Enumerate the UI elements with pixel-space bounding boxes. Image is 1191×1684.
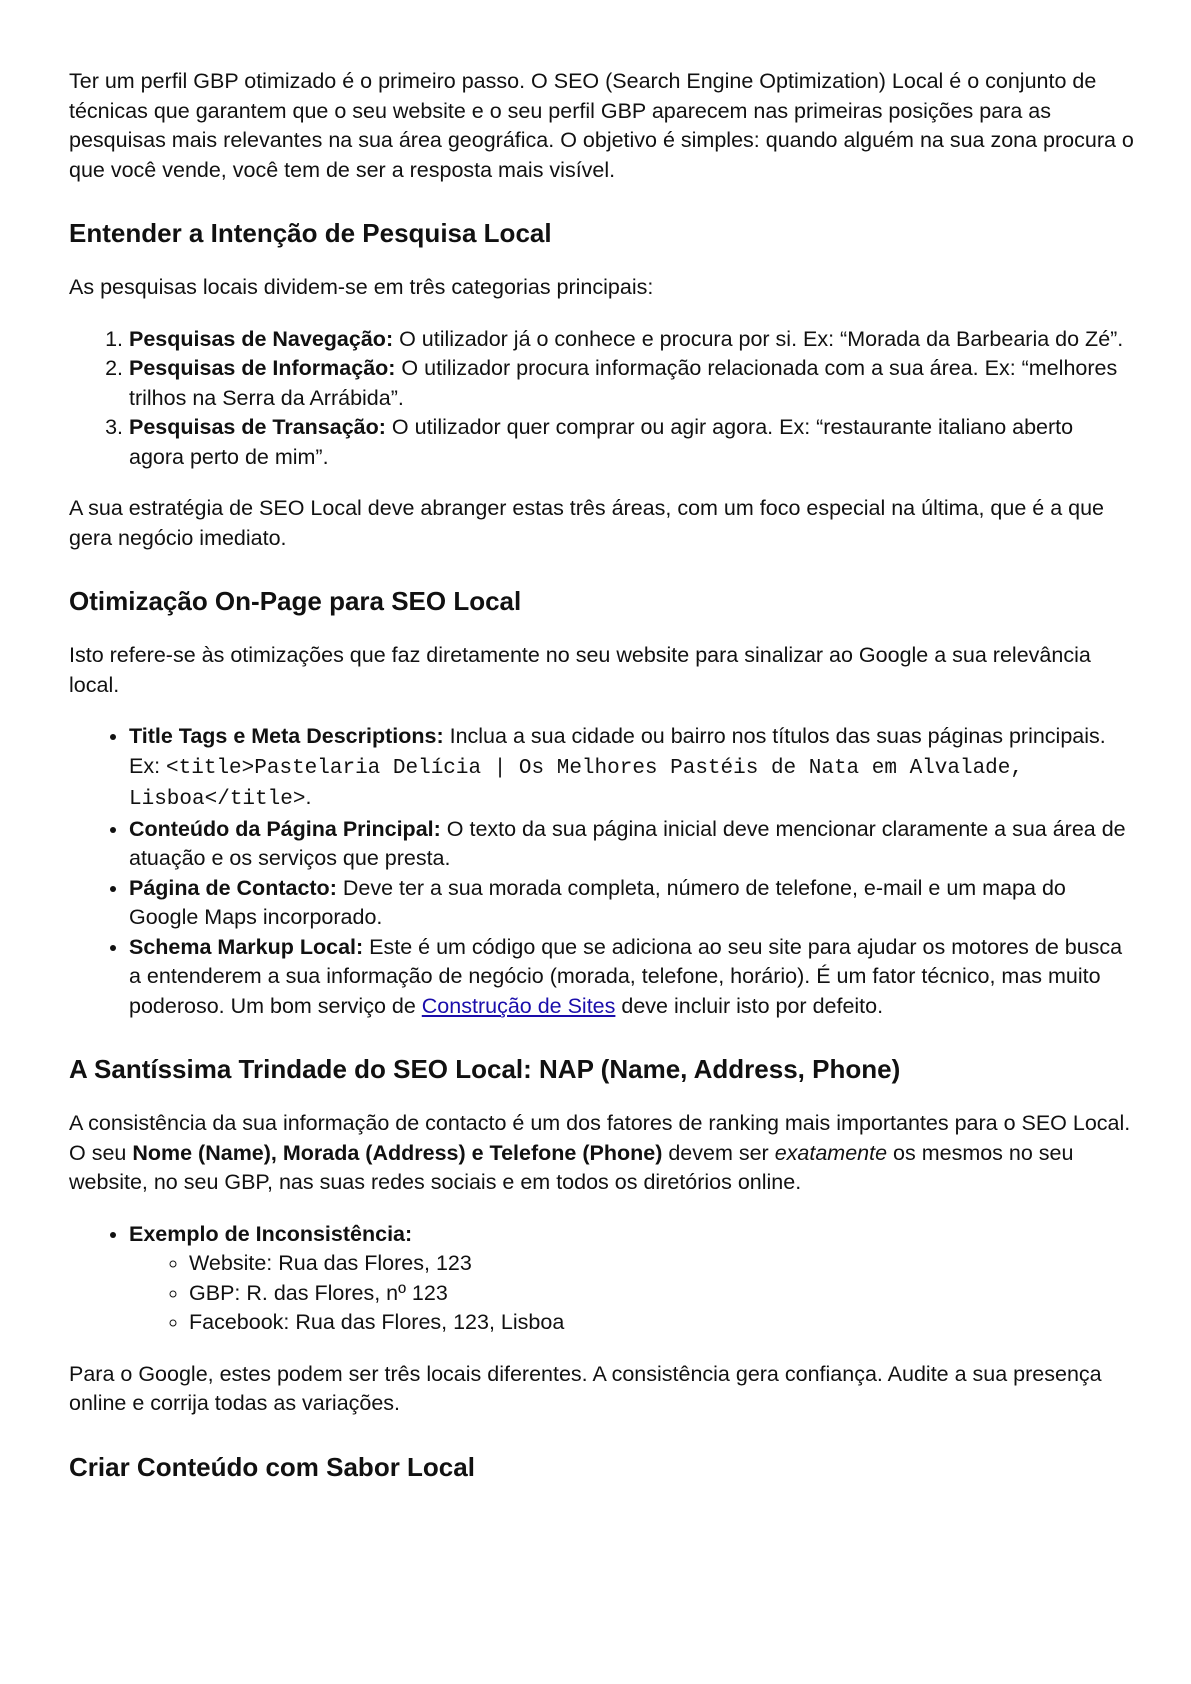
section-heading-search-intent: Entender a Intenção de Pesquisa Local bbox=[69, 218, 552, 248]
list-item bbox=[129, 815, 1134, 874]
item-text: Este é um código que se adiciona ao seu site para ajudar os motores de busca a entenderem a sua informação de negócio (morada, telefone, horário). É um fator técnico, mas muito poderoso. Um bom serviço de bbox=[129, 934, 1123, 1018]
nap-example-list bbox=[69, 1220, 1134, 1338]
section-heading-local-content: Criar Conteúdo com Sabor Local bbox=[69, 1451, 475, 1482]
item-term: Schema Markup Local: bbox=[129, 934, 364, 959]
item-text: Deve ter a sua morada completa, número de telefone, e-mail e um mapa do Google Maps incorporado. bbox=[129, 875, 1066, 929]
nap-text: os mesmos no seu website, no seu GBP, nas suas redes sociais e em todos os diretórios online. bbox=[69, 1140, 1074, 1194]
item-term: Pesquisas de Transação: bbox=[129, 415, 386, 439]
nap-closing: Para o Google, estes podem ser três locais diferentes. A consistência gera confiança. Audite a sua presença online e corrija todas as variações. bbox=[69, 1361, 1102, 1415]
list-item bbox=[129, 325, 1134, 355]
intro-paragraph: Ter um perfil GBP otimizado é o primeiro passo. O SEO (Search Engine Optimization) Local é o conjunto de técnicas que garantem que o seu website e o seu perfil GBP aparecem nas primeiras posições para as pesquisas mais relevantes na sua área geográfica. O objetivo é simples: quando alguém na sua zona procura o que você vende, você tem de ser a resposta mais visível. bbox=[69, 69, 1134, 182]
on-page-list bbox=[69, 722, 1134, 1021]
code-sample: <title>Pastelaria Delícia | Os Melhores Pastéis de Nata em Alvalade, Lisboa</title> bbox=[129, 756, 1023, 811]
item-text: O texto da sua página inicial deve mencionar claramente a sua área de atuação e os serviços que presta. bbox=[129, 816, 1126, 870]
sublist-item: ◦ GBP: R. das Flores, nº 123 bbox=[189, 1279, 1134, 1309]
item-term: Exemplo de Inconsistência: bbox=[129, 1221, 413, 1246]
document-body bbox=[69, 67, 1134, 1507]
search-intent-closing: A sua estratégia de SEO Local deve abranger estas três áreas, com um foco especial na última, que é a que gera negócio imediato. bbox=[69, 496, 1104, 550]
nap-text: A consistência da sua informação de contacto é um dos fatores de ranking mais importantes para o SEO Local. O seu bbox=[69, 1111, 1131, 1165]
search-intent-list bbox=[69, 325, 1134, 473]
item-text: O utilizador procura informação relacionada com a sua área. Ex: “melhores trilhos na Serra da Arrábida”. bbox=[129, 356, 1118, 410]
item-term: Pesquisas de Navegação: bbox=[129, 326, 394, 351]
item-term: Title Tags e Meta Descriptions: bbox=[129, 724, 444, 748]
construcao-de-sites-link[interactable]: Construção de Sites bbox=[421, 993, 616, 1018]
item-term: Pesquisas de Informação: bbox=[129, 356, 396, 380]
search-intent-lead: As pesquisas locais dividem-se em três categorias principais: bbox=[69, 275, 654, 299]
list-item bbox=[129, 933, 1134, 1022]
item-text: Inclua a sua cidade ou bairro nos títulos das suas páginas principais. Ex: bbox=[129, 724, 1106, 778]
list-item bbox=[129, 1220, 1134, 1338]
on-page-lead: Isto refere-se às otimizações que faz diretamente no seu website para sinalizar ao Google a sua relevância local. bbox=[69, 643, 1091, 697]
list-item bbox=[129, 722, 1134, 815]
item-text: O utilizador quer comprar ou agir agora. Ex: “restaurante italiano aberto agora perto de mim”. bbox=[129, 415, 1074, 469]
section-heading-nap: A Santíssima Trindade do SEO Local: NAP (Name, Address, Phone) bbox=[69, 1054, 901, 1084]
nap-paragraph bbox=[69, 1109, 1134, 1198]
sublist-item: ◦ Website: Rua das Flores, 123 bbox=[189, 1249, 1134, 1279]
section-heading-on-page: Otimização On-Page para SEO Local bbox=[69, 586, 522, 616]
nap-example-sublist bbox=[129, 1249, 1134, 1338]
item-end: . bbox=[305, 785, 312, 809]
nap-text: devem ser bbox=[662, 1140, 775, 1165]
item-term: Conteúdo da Página Principal: bbox=[129, 816, 441, 841]
nap-bold-text: Nome (Name), Morada (Address) e Telefone (Phone) bbox=[132, 1140, 663, 1165]
nap-emphasis: exatamente bbox=[774, 1140, 888, 1165]
sublist-item: ◦ Facebook: Rua das Flores, 123, Lisboa bbox=[189, 1308, 1134, 1338]
list-item bbox=[129, 354, 1134, 413]
item-end: deve incluir isto por defeito. bbox=[615, 993, 884, 1018]
list-item bbox=[129, 874, 1134, 933]
item-term: Página de Contacto: bbox=[129, 875, 337, 900]
item-text: O utilizador já o conhece e procura por si. Ex: “Morada da Barbearia do Zé”. bbox=[393, 326, 1124, 351]
list-item bbox=[129, 413, 1134, 472]
